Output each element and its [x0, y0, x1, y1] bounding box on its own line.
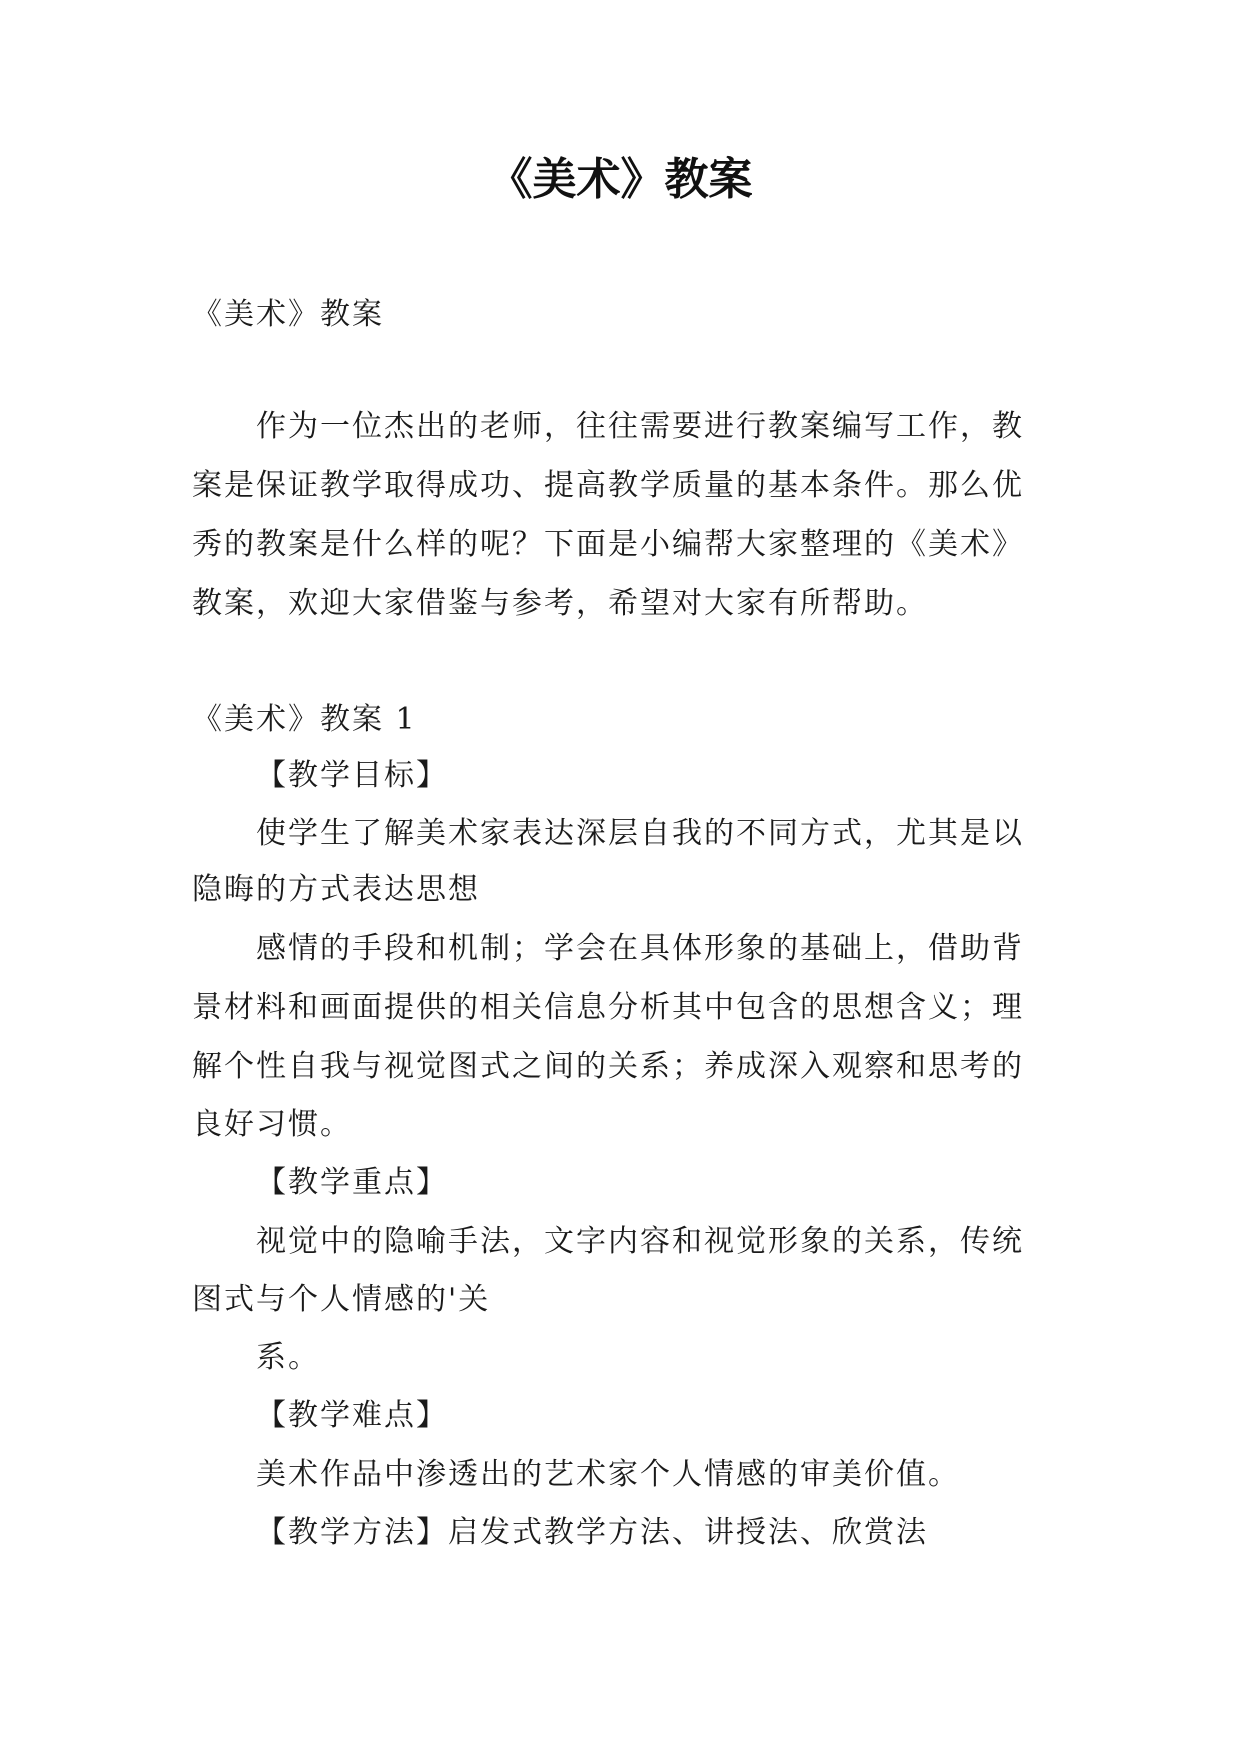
- key-points-line-2: 图式与个人情感的'关: [192, 1282, 491, 1317]
- goals-line-6: 良好习惯。: [192, 1107, 352, 1142]
- subtitle-line: 《美术》教案: [192, 297, 384, 332]
- key-points-line-3: 系。: [256, 1340, 320, 1375]
- goals-line-2: 隐晦的方式表达思想: [192, 872, 480, 907]
- difficulty-heading: 【教学难点】: [256, 1398, 448, 1433]
- goals-line-1: 使学生了解美术家表达深层自我的不同方式，尤其是以: [256, 816, 1024, 851]
- intro-line-1: 作为一位杰出的老师，往往需要进行教案编写工作，教: [256, 409, 1024, 444]
- intro-line-2: 案是保证教学取得成功、提高教学质量的基本条件。那么优: [192, 468, 1024, 503]
- goals-line-3: 感情的手段和机制；学会在具体形象的基础上，借助背: [256, 931, 1024, 966]
- key-points-heading: 【教学重点】: [256, 1165, 448, 1200]
- difficulty-line: 美术作品中渗透出的艺术家个人情感的审美价值。: [256, 1457, 960, 1492]
- goals-line-4: 景材料和画面提供的相关信息分析其中包含的思想含义；理: [192, 990, 1024, 1025]
- methods-line: 【教学方法】启发式教学方法、讲授法、欣赏法: [256, 1515, 928, 1550]
- document-title: 《美术》教案: [488, 154, 753, 205]
- intro-line-4: 教案，欢迎大家借鉴与参考，希望对大家有所帮助。: [192, 586, 928, 621]
- goals-line-5: 解个性自我与视觉图式之间的关系；养成深入观察和思考的: [192, 1049, 1024, 1084]
- section-heading: 《美术》教案 1: [192, 702, 417, 737]
- intro-line-3: 秀的教案是什么样的呢？下面是小编帮大家整理的《美术》: [192, 527, 1024, 562]
- goals-heading: 【教学目标】: [256, 758, 448, 793]
- key-points-line-1: 视觉中的隐喻手法，文字内容和视觉形象的关系，传统: [256, 1224, 1024, 1259]
